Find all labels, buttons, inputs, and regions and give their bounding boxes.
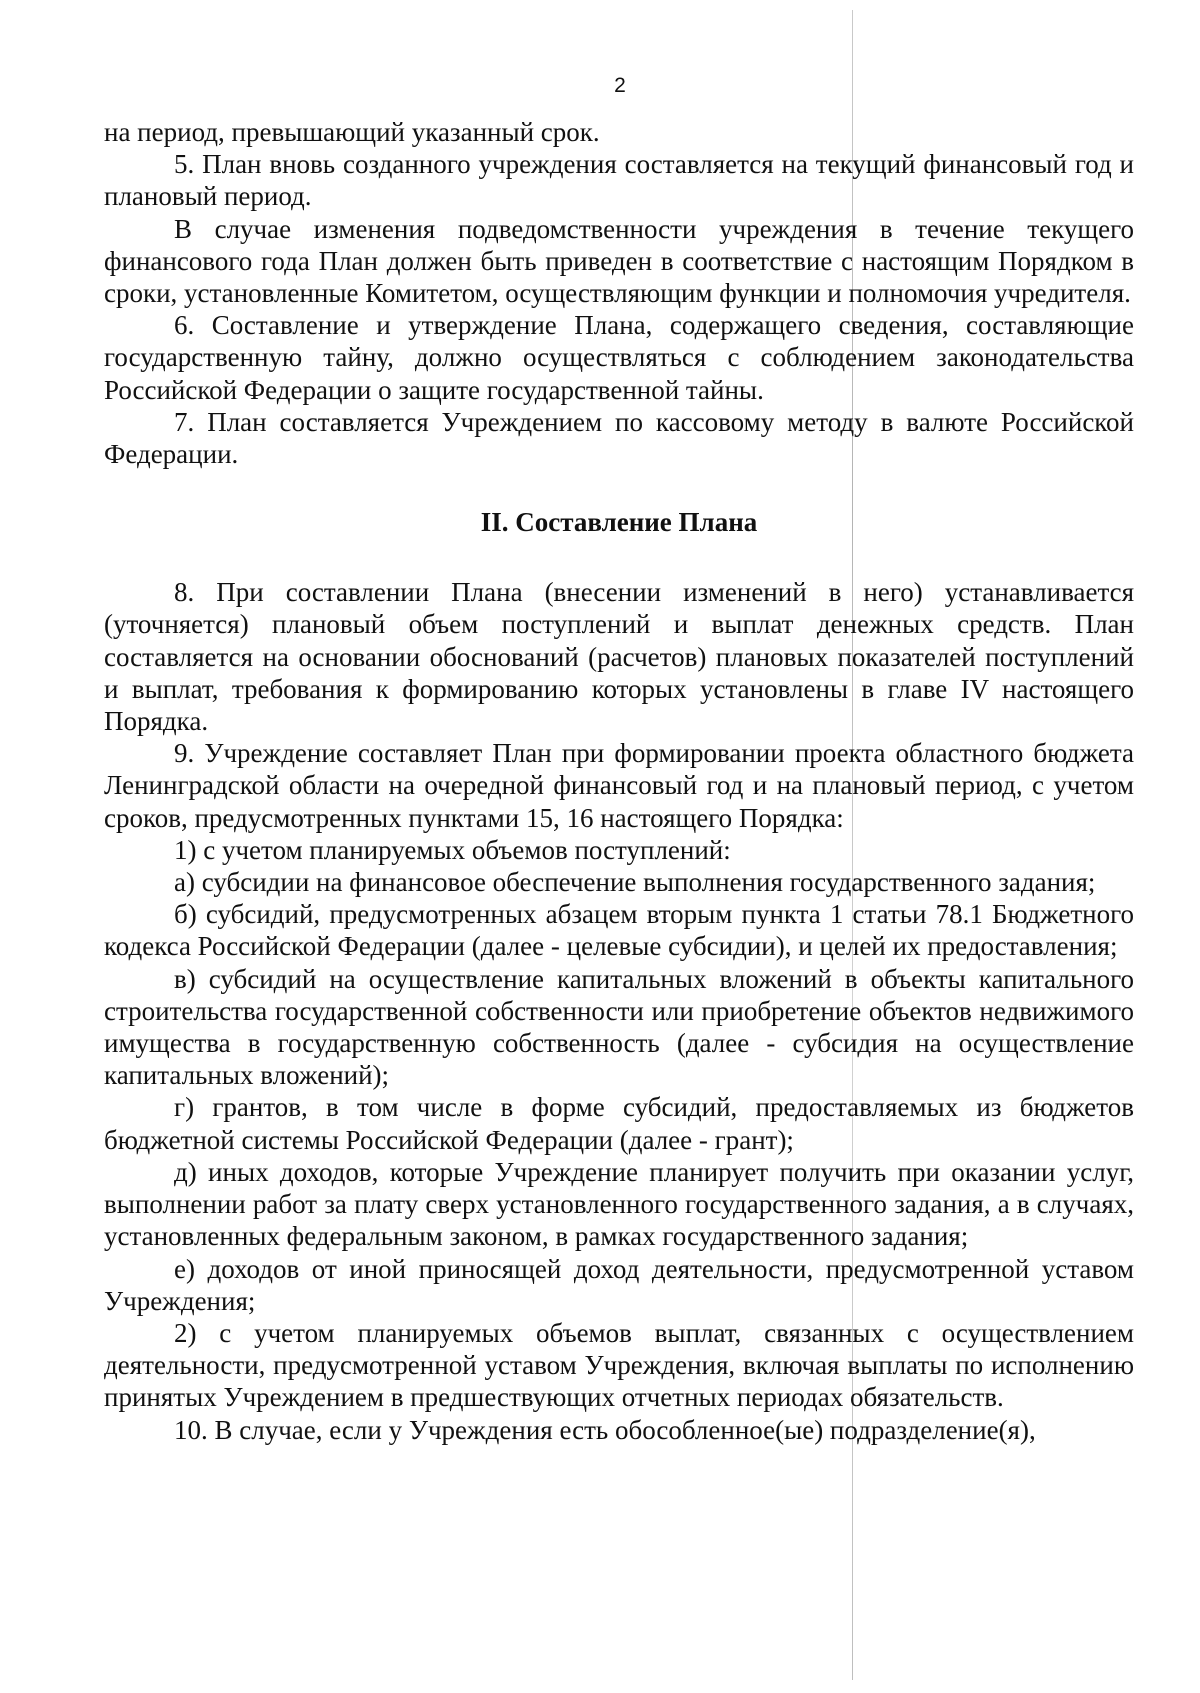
paragraph: 2) с учетом планируемых объемов выплат, связанных с осуществлением деятельности, предусмотренной уставом Учреждения, включая выплаты по исполнению принятых Учреждением в предшествующих отчетных периодах обязательств. (104, 1317, 1134, 1413)
paragraph: 6. Составление и утверждение Плана, содержащего сведения, составляющие государственную тайну, должно осуществляться с соблюдением законодательства Российской Федерации о защите государственной тайны. (104, 310, 1134, 405)
section-heading: II. Составление Плана (480, 507, 758, 538)
paragraph: на период, превышающий указанный срок. (104, 117, 600, 147)
paragraph: 8. При составлении Плана (внесении изменений в него) устанавливается (уточняется) плановый объем поступлений и выплат денежных средств. План составляется на основании обоснований (расчетов) плановых показателей поступлений и выплат, требования к формированию которых установлены в главе IV настоящего Порядка. (104, 577, 1134, 737)
paragraph: 1) с учетом планируемых объемов поступлений: (174, 834, 731, 865)
paragraph: б) субсидий, предусмотренных абзацем вторым пункта 1 статьи 78.1 Бюджетного кодекса Российской Федерации (далее - целевые субсидии), и целей их предоставления; (104, 899, 1134, 962)
page-number: 2 (614, 74, 626, 97)
document-body (104, 116, 1134, 1446)
paragraph: 9. Учреждение составляет План при формировании проекта областного бюджета Ленинградской области на очередной финансовый год и на плановый период, с учетом сроков, предусмотренных пунктами 15, 16 настоящего Порядка: (104, 738, 1134, 833)
paragraph: г) грантов, в том числе в форме субсидий, предоставляемых из бюджетов бюджетной системы Российской Федерации (далее - грант); (104, 1092, 1134, 1155)
paragraph: 10. В случае, если у Учреждения есть обособленное(ые) подразделение(я), (174, 1414, 1036, 1445)
paragraph: д) иных доходов, которые Учреждение планирует получить при оказании услуг, выполнении работ за плату сверх установленного государственного задания, а в случаях, установленных федеральным законом, в рамках государственного задания; (104, 1156, 1134, 1252)
paragraphs-before-heading (104, 116, 1134, 470)
paragraphs-after-heading (104, 576, 1134, 1445)
paragraph: 5. План вновь созданного учреждения составляется на текущий финансовый год и плановый период. (104, 149, 1134, 212)
paragraph: а) субсидии на финансовое обеспечение выполнения государственного задания; (174, 867, 1096, 898)
paragraph: 7. План составляется Учреждением по кассовому методу в валюте Российской Федерации. (104, 406, 1134, 470)
paragraph: В случае изменения подведомственности учреждения в течение текущего финансового года План должен быть приведен в соответствие с настоящим Порядком в сроки, установленные Комитетом, осуществляющим функции и полномочия учредителя. (104, 213, 1134, 309)
paragraph: в) субсидий на осуществление капитальных вложений в объекты капитального строительства государственной собственности или приобретение объектов недвижимого имущества в государственную собственность (далее - субсидия на осуществление капитальных вложений); (104, 963, 1134, 1091)
paragraph: е) доходов от иной приносящей доход деятельности, предусмотренной уставом Учреждения; (104, 1253, 1134, 1316)
